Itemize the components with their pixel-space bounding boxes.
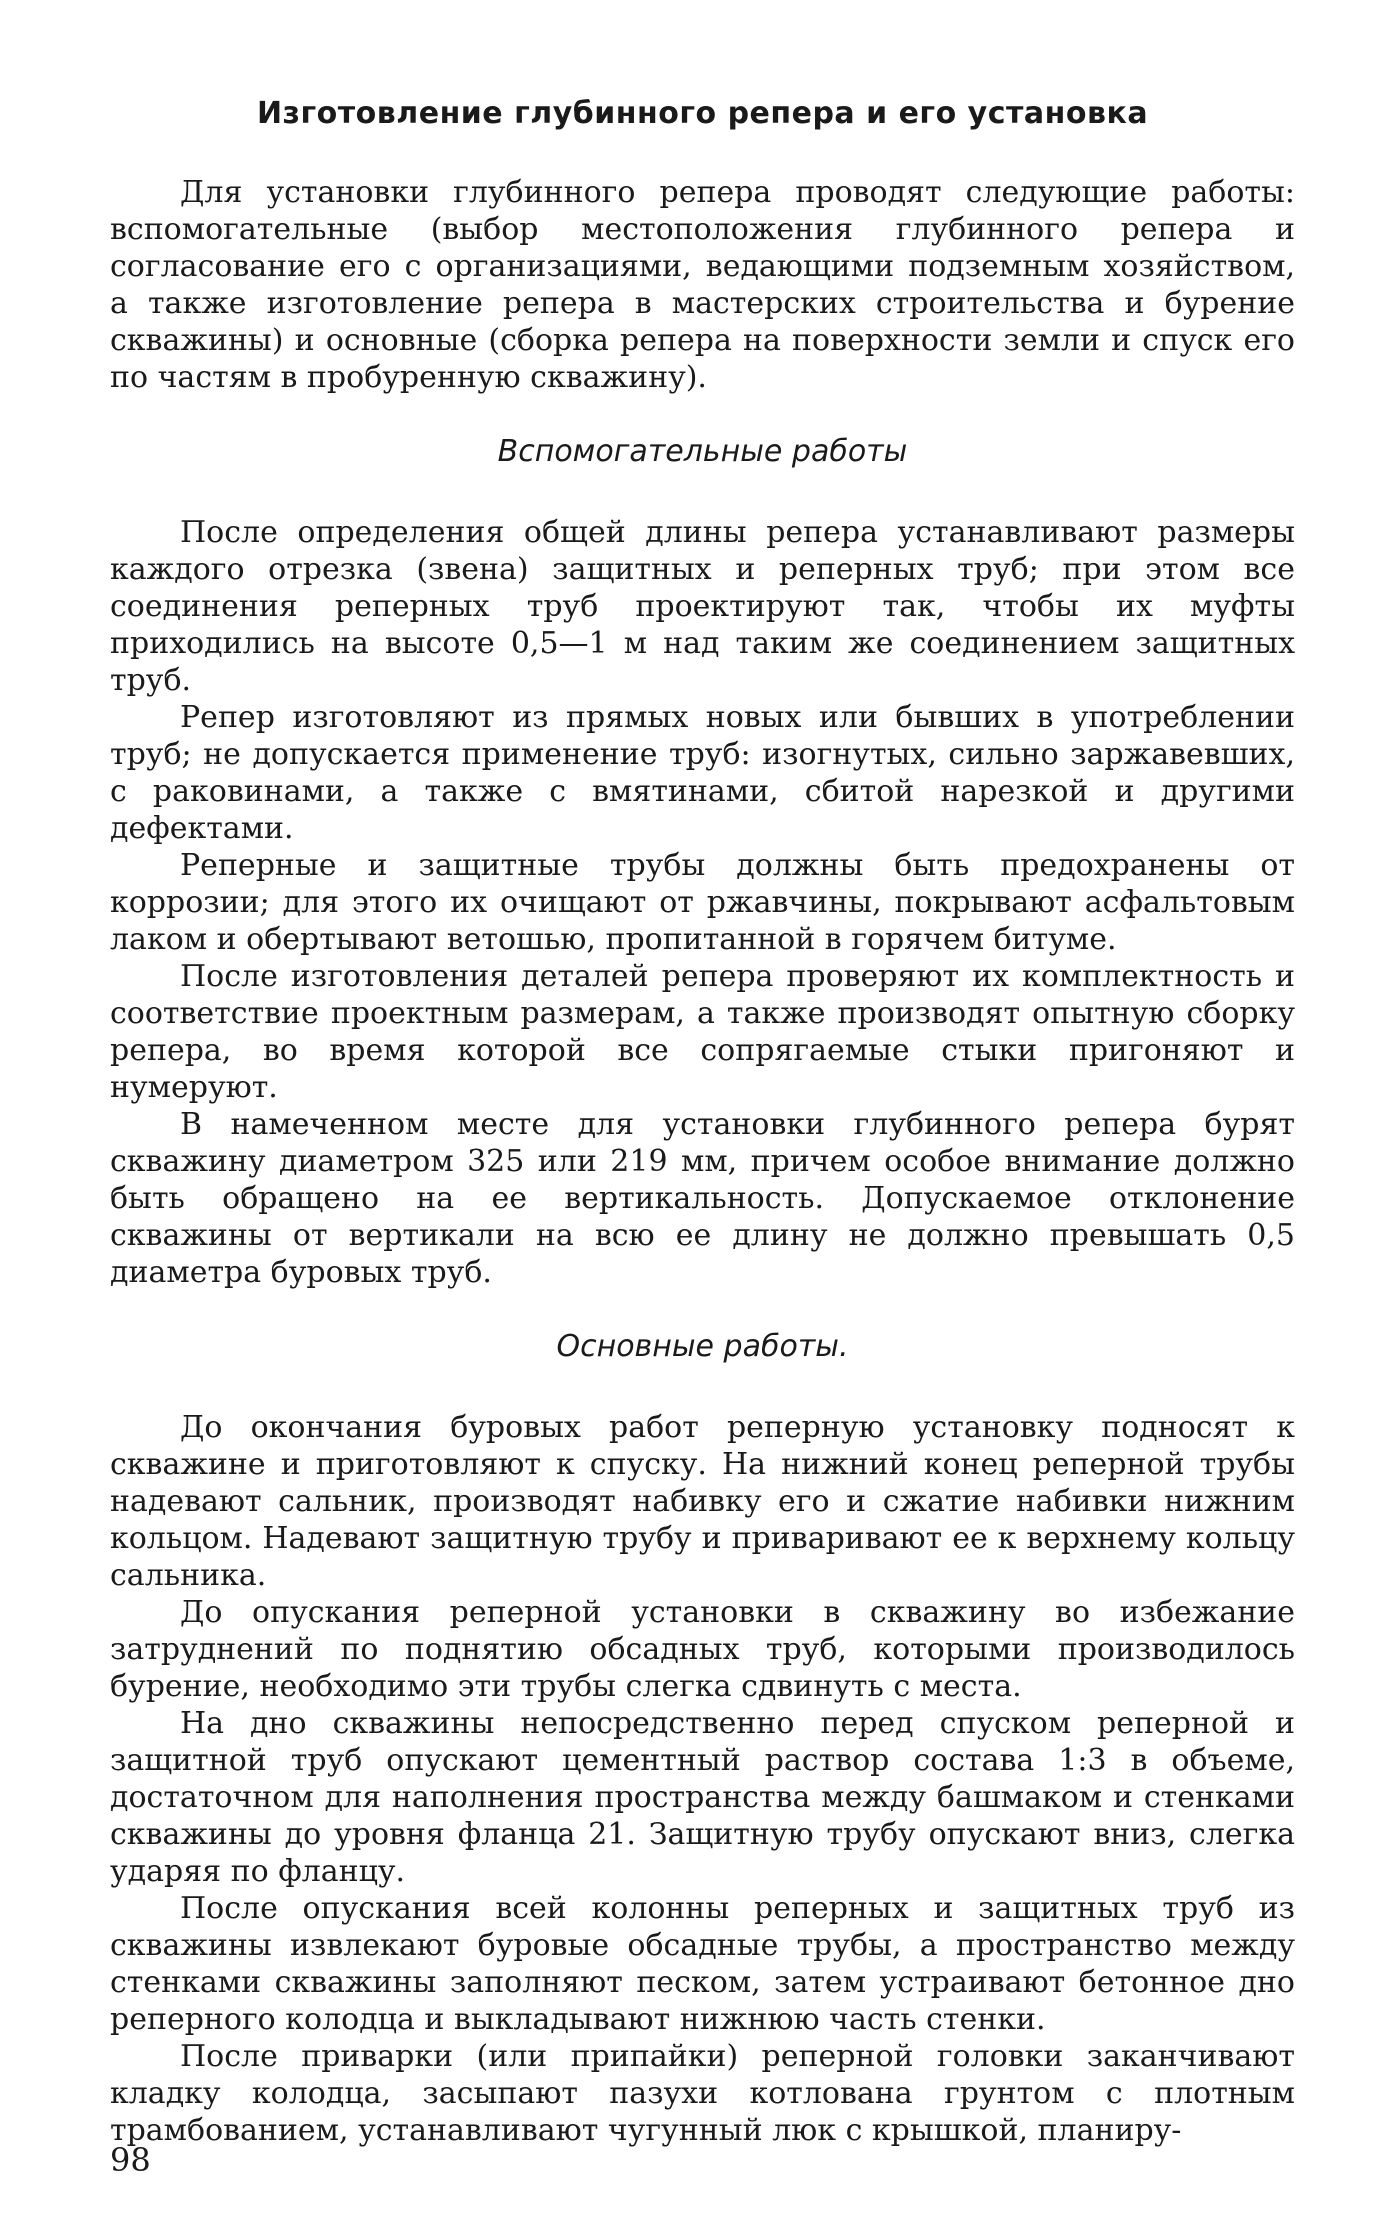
paragraph: Репер изготовляют из прямых новых или бывших в употреблении труб; не допускается применение труб: изогнутых, сильно заржавевших, с раковинами, а также с вмятинами, сбитой нарезкой и другими дефектами. [110, 700, 1295, 846]
paragraph: Реперные и защитные трубы должны быть предохранены от коррозии; для этого их очищают от ржавчины, покрывают асфальтовым лаком и обертывают ветошью, пропитанной в горячем битуме. [110, 848, 1295, 957]
paragraph: После изготовления деталей репера проверяют их комплектность и соответствие проектным размерам, а также производят опытную сборку репера, во время которой все сопрягаемые стыки пригоняют и нумеруют. [110, 959, 1295, 1105]
paragraph: До опускания реперной установки в скважину во избежание затруднений по поднятию обсадных труб, которыми производилось бурение, необходимо эти трубы слегка сдвинуть с места. [110, 1595, 1295, 1704]
paragraph: После опускания всей колонны реперных и защитных труб из скважины извлекают буровые обсадные трубы, а пространство между стенками скважины заполняют песком, затем устраивают бетонное дно реперного колодца и выкладывают нижнюю часть стенки. [110, 1891, 1295, 2037]
section-heading-main: Основные работы. [556, 1329, 849, 1364]
intro-paragraph: Для установки глубинного репера проводят следующие работы: вспомогательные (выбор местоположения глубинного репера и согласование его с организациями, ведающими подземным хозяйством, а также изготовление репера в мастерских строительства и бурение скважины) и основные (сборка репера на поверхности земли и спуск его по частям в пробуренную скважину). [110, 175, 1295, 395]
section-heading-auxiliary: Вспомогательные работы [497, 434, 908, 469]
paragraph: На дно скважины непосредственно перед спуском реперной и защитной труб опускают цементный раствор состава 1:3 в объеме, достаточном для наполнения пространства между башмаком и стенками скважины до уровня фланца 21. Защитную трубу опускают вниз, слегка ударяя по фланцу. [110, 1706, 1295, 1889]
page-number: 98 [110, 2141, 151, 2179]
paragraph: В намеченном месте для установки глубинного репера бурят скважину диаметром 325 или 219 мм, причем особое внимание должно быть обращено на ее вертикальность. Допускаемое отклонение скважины от вертикали на всю ее длину не должно превышать 0,5 диаметра буровых труб. [110, 1107, 1295, 1290]
paragraph: После определения общей длины репера устанавливают размеры каждого отрезка (звена) защитных и реперных труб; при этом все соединения реперных труб проектируют так, чтобы их муфты приходились на высоте 0,5—1 м над таким же соединением защитных труб. [110, 515, 1295, 698]
paragraph: До окончания буровых работ реперную установку подносят к скважине и приготовляют к спуску. На нижний конец реперной трубы надевают сальник, производят набивку его и сжатие набивки нижним кольцом. Надевают защитную трубу и приваривают ее к верхнему кольцу сальника. [110, 1410, 1295, 1593]
page-content [110, 80, 1295, 2149]
page-title: Изготовление глубинного репера и его установка [256, 96, 1149, 131]
paragraph: После приварки (или припайки) реперной головки заканчивают кладку колодца, засыпают пазухи котлована грунтом с плотным трамбованием, устанавливают чугунный люк с крышкой, планиру- [110, 2039, 1295, 2148]
